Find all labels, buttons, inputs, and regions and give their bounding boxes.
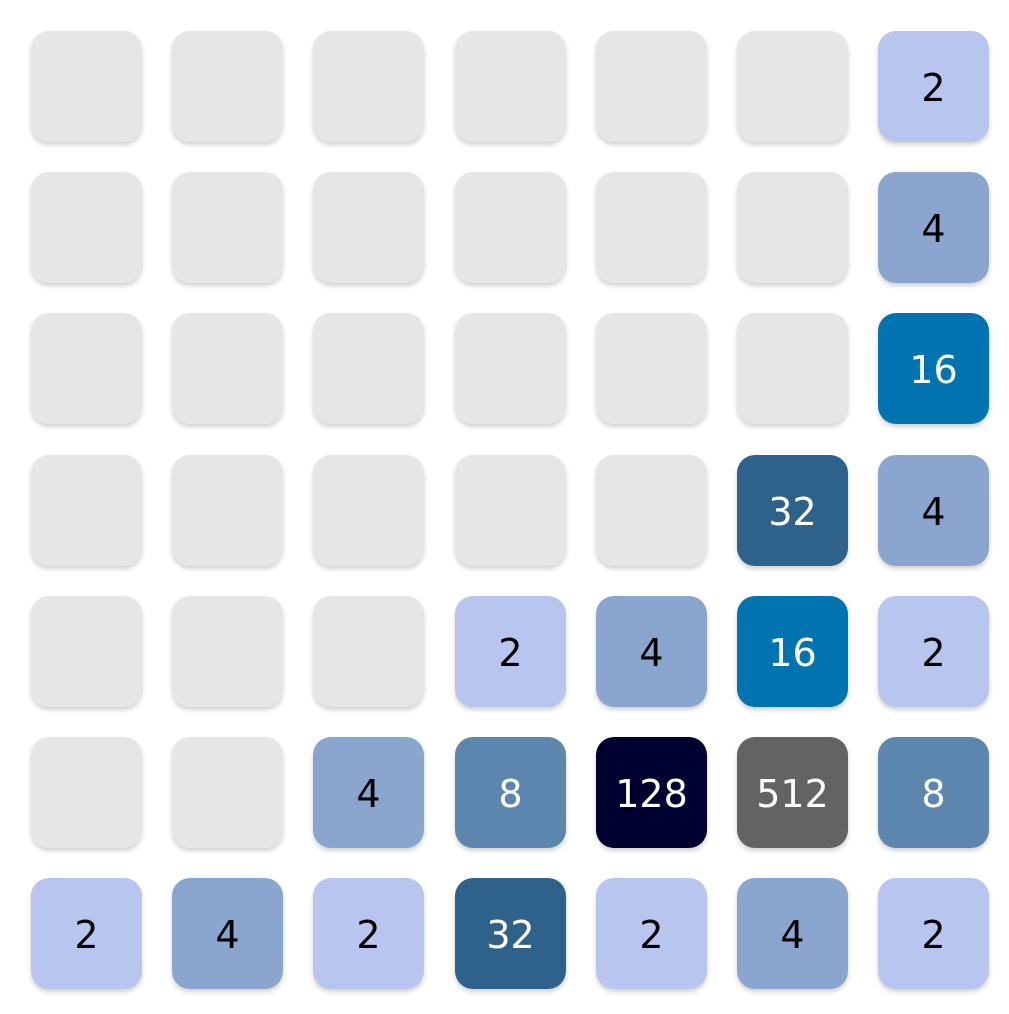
- empty-cell: [31, 31, 142, 142]
- tile: [596, 596, 707, 707]
- tile: [596, 737, 707, 848]
- tile-value: 2: [921, 65, 946, 110]
- empty-cell: [737, 31, 848, 142]
- empty-cell: [31, 313, 142, 424]
- empty-cell: [172, 172, 283, 283]
- tile: [878, 172, 989, 283]
- empty-cell: [172, 737, 283, 848]
- tile: [313, 737, 424, 848]
- tile-value: 2: [74, 912, 99, 957]
- tile-value: 4: [780, 912, 805, 957]
- tile-value: 4: [356, 771, 381, 816]
- tile: [455, 878, 566, 989]
- tile: [737, 596, 848, 707]
- empty-cell: [172, 31, 283, 142]
- tile-value: 4: [921, 206, 946, 251]
- tile-value: 32: [768, 489, 817, 534]
- empty-cell: [313, 455, 424, 566]
- tile: [31, 878, 142, 989]
- tile-value: 2: [356, 912, 381, 957]
- tile-value: 16: [768, 630, 817, 675]
- tile: [313, 878, 424, 989]
- tile: [878, 31, 989, 142]
- empty-cell: [455, 455, 566, 566]
- tile-value: 2: [921, 912, 946, 957]
- tile: [878, 596, 989, 707]
- empty-cell: [455, 313, 566, 424]
- empty-cell: [31, 596, 142, 707]
- tile: [737, 737, 848, 848]
- empty-cell: [596, 313, 707, 424]
- tile-value: 16: [909, 347, 958, 392]
- empty-cell: [172, 313, 283, 424]
- tile-value: 4: [921, 489, 946, 534]
- tile: [878, 878, 989, 989]
- empty-cell: [596, 31, 707, 142]
- empty-cell: [313, 596, 424, 707]
- tile: [172, 878, 283, 989]
- empty-cell: [31, 455, 142, 566]
- tile: [878, 455, 989, 566]
- tile-value: 8: [921, 771, 946, 816]
- empty-cell: [596, 172, 707, 283]
- empty-cell: [31, 737, 142, 848]
- empty-cell: [172, 455, 283, 566]
- empty-cell: [737, 313, 848, 424]
- tile-value: 2: [639, 912, 664, 957]
- tile: [737, 878, 848, 989]
- empty-cell: [737, 172, 848, 283]
- empty-cell: [455, 31, 566, 142]
- empty-cell: [313, 31, 424, 142]
- tile-value: 128: [615, 771, 688, 816]
- tile-value: 4: [215, 912, 240, 957]
- tile-value: 2: [921, 630, 946, 675]
- tile: [878, 737, 989, 848]
- tile-value: 512: [756, 771, 829, 816]
- empty-cell: [313, 313, 424, 424]
- tile-value: 4: [639, 630, 664, 675]
- tile: [878, 313, 989, 424]
- tile-value: 8: [498, 771, 523, 816]
- tile: [455, 596, 566, 707]
- empty-cell: [313, 172, 424, 283]
- tile-value: 32: [486, 912, 535, 957]
- empty-cell: [172, 596, 283, 707]
- empty-cell: [596, 455, 707, 566]
- empty-cell: [455, 172, 566, 283]
- tile: [737, 455, 848, 566]
- tile-value: 2: [498, 630, 523, 675]
- tile: [455, 737, 566, 848]
- tile: [596, 878, 707, 989]
- empty-cell: [31, 172, 142, 283]
